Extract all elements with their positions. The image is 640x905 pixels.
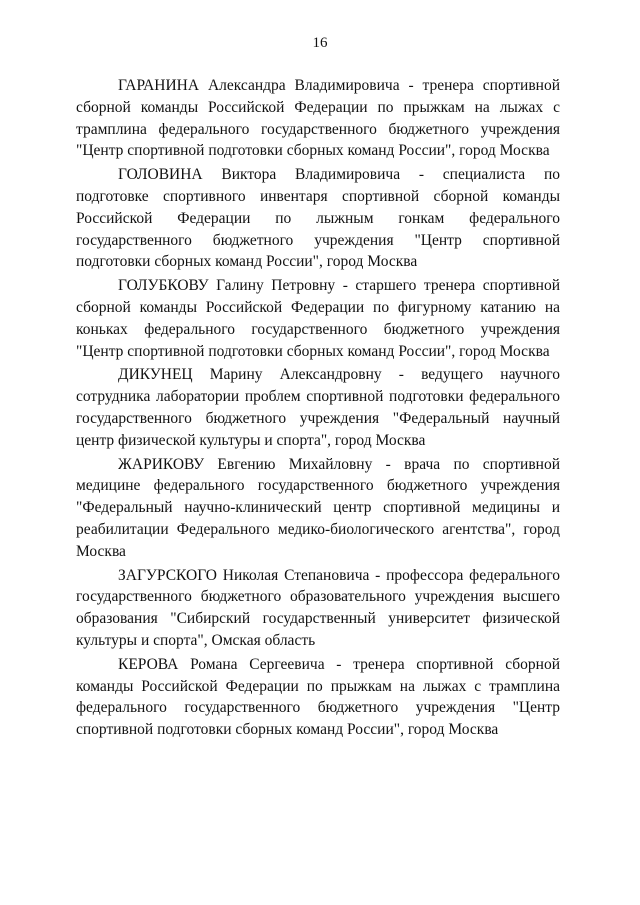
- award-entry-golovin: ГОЛОВИНА Виктора Владимировича - специалиста по подготовке спортивного инвентаря спортивной сборной команды Российской Федерации по лыжным гонкам федерального государственного бюджетного учреждения "Центр спортивной подготовки сборных команд России", город Москва: [76, 166, 560, 271]
- document-body: [76, 75, 560, 743]
- award-entry-golubkova: ГОЛУБКОВУ Галину Петровну - старшего тренера спортивной сборной команды Российской Федерации по фигурному катанию на коньках федерального государственного бюджетного учреждения "Центр спортивной подготовки сборных команд России", город Москва: [76, 277, 560, 360]
- page-number: 16: [312, 35, 328, 51]
- award-entry-zharikova: ЖАРИКОВУ Евгению Михайловну - врача по спортивной медицине федерального государственного бюджетного учреждения "Федеральный научно-клинический центр спортивной медицины и реабилитации Федерального медико-биологического агентства", город Москва: [76, 455, 560, 560]
- award-entry-kerov: КЕРОВА Романа Сергеевича - тренера спортивной сборной команды Российской Федерации по прыжкам на лыжах с трамплина федерального государственного бюджетного учреждения "Центр спортивной подготовки сборных команд России", город Москва: [76, 655, 560, 739]
- award-entry-dikunets: ДИКУНЕЦ Марину Александровну - ведущего научного сотрудника лаборатории проблем спортивной подготовки федерального государственного бюджетного учреждения "Федеральный научный центр физической культуры и спорта", город Москва: [76, 366, 560, 449]
- award-entry-zagursky: ЗАГУРСКОГО Николая Степановича - профессора федерального государственного бюджетного образовательного учреждения высшего образования "Сибирский государственный университет физической культуры и спорта", Омская область: [76, 566, 560, 649]
- award-entry-garanina: ГАРАНИНА Александра Владимировича - тренера спортивной сборной команды Российской Федерации по прыжкам на лыжах с трамплина федерального государственного бюджетного учреждения "Центр спортивной подготовки сборных команд России", город Москва: [76, 77, 560, 160]
